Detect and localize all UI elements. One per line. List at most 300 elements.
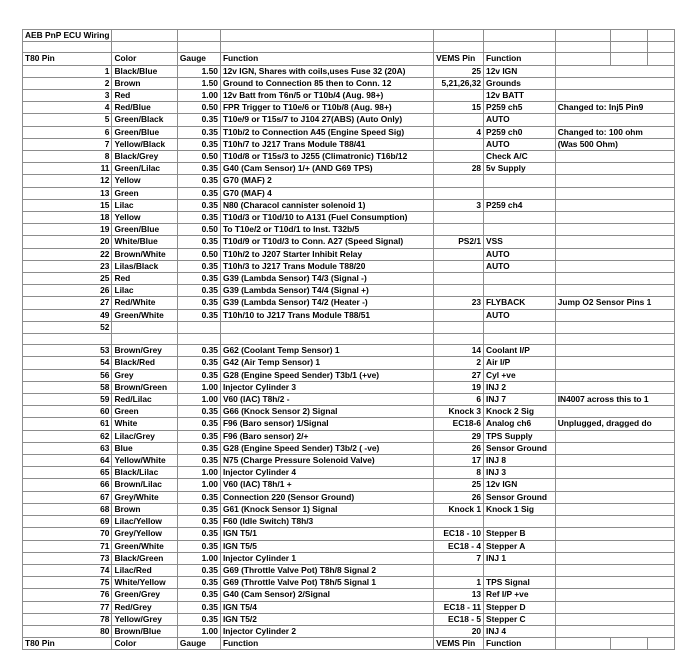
function-cell[interactable]: G39 (Lambda Sensor) T4/2 (Heater -) [220,297,433,309]
vems-pin-cell[interactable]: 8 [434,467,484,479]
gauge-cell[interactable]: 0.35 [177,357,220,369]
vems-pin-cell[interactable]: 17 [434,455,484,467]
function-cell[interactable]: Ground to Connection 85 then to Conn. 12 [220,77,433,89]
function-cell[interactable]: Connection 220 (Sensor Ground) [220,491,433,503]
vems-function-cell[interactable] [484,516,556,528]
note-cell[interactable] [555,577,674,589]
note-cell[interactable] [555,236,674,248]
function-cell[interactable]: G40 (Cam Sensor) 1/+ (AND G69 TPS) [220,163,433,175]
vems-pin-cell[interactable]: 4 [434,126,484,138]
gauge-cell[interactable]: 0.35 [177,260,220,272]
vems-pin-cell[interactable]: Knock 3 [434,406,484,418]
function-cell[interactable]: F60 (Idle Switch) T8h/3 [220,516,433,528]
function-cell[interactable]: Injector Cylinder 4 [220,467,433,479]
vems-function-cell[interactable] [484,334,556,345]
empty-cell[interactable] [555,42,610,53]
header-t80-pin[interactable]: T80 Pin [23,638,112,650]
pin-cell[interactable]: 3 [23,90,112,102]
vems-function-cell[interactable]: Sensor Ground [484,491,556,503]
vems-function-cell[interactable]: TPS Supply [484,430,556,442]
vems-function-cell[interactable]: AUTO [484,114,556,126]
vems-function-cell[interactable]: 12v IGN [484,479,556,491]
note-cell[interactable] [555,503,674,515]
pin-cell[interactable]: 59 [23,394,112,406]
gauge-cell[interactable]: 0.35 [177,369,220,381]
note-cell[interactable]: IN4007 across this to 1 [555,394,674,406]
gauge-cell[interactable]: 0.35 [177,212,220,224]
gauge-cell[interactable]: 0.35 [177,516,220,528]
function-cell[interactable]: IGN T5/1 [220,528,433,540]
color-cell[interactable]: Lilac [112,285,177,297]
note-cell[interactable] [555,345,674,357]
empty-cell[interactable] [220,30,433,42]
vems-pin-cell[interactable]: 23 [434,297,484,309]
color-cell[interactable]: Lilac/Grey [112,430,177,442]
gauge-cell[interactable]: 0.35 [177,503,220,515]
function-cell[interactable]: T10b/2 to Connection A45 (Engine Speed Sig) [220,126,433,138]
gauge-cell[interactable]: 0.35 [177,601,220,613]
function-cell[interactable]: T10e/9 or T15s/7 to J104 27(ABS) (Auto Only) [220,114,433,126]
pin-cell[interactable]: 74 [23,564,112,576]
empty-cell[interactable] [648,42,675,53]
vems-pin-cell[interactable] [434,321,484,333]
vems-function-cell[interactable]: INJ 1 [484,552,556,564]
empty-cell[interactable] [23,42,112,53]
note-cell[interactable] [555,212,674,224]
note-cell[interactable] [555,90,674,102]
note-cell[interactable] [555,175,674,187]
vems-pin-cell[interactable]: 7 [434,552,484,564]
vems-pin-cell[interactable]: EC18 - 10 [434,528,484,540]
pin-cell[interactable]: 65 [23,467,112,479]
gauge-cell[interactable]: 0.35 [177,589,220,601]
function-cell[interactable]: T10h/7 to J217 Trans Module T88/41 [220,138,433,150]
gauge-cell[interactable]: 1.00 [177,625,220,637]
vems-pin-cell[interactable] [434,114,484,126]
color-cell[interactable]: Yellow/White [112,455,177,467]
color-cell[interactable] [112,334,177,345]
empty-cell[interactable] [555,638,610,650]
note-cell[interactable] [555,65,674,77]
vems-function-cell[interactable]: FLYBACK [484,297,556,309]
vems-pin-cell[interactable]: 14 [434,345,484,357]
gauge-cell[interactable]: 0.35 [177,273,220,285]
header-t80-pin[interactable]: T80 Pin [23,53,112,65]
pin-cell[interactable]: 5 [23,114,112,126]
note-cell[interactable]: (Was 500 Ohm) [555,138,674,150]
vems-pin-cell[interactable] [434,260,484,272]
function-cell[interactable]: G69 (Throttle Valve Pot) T8h/8 Signal 2 [220,564,433,576]
gauge-cell[interactable]: 0.35 [177,163,220,175]
gauge-cell[interactable]: 0.35 [177,309,220,321]
function-cell[interactable]: IGN T5/4 [220,601,433,613]
pin-cell[interactable]: 66 [23,479,112,491]
pin-cell[interactable]: 77 [23,601,112,613]
vems-pin-cell[interactable]: EC18 - 4 [434,540,484,552]
gauge-cell[interactable]: 1.50 [177,77,220,89]
color-cell[interactable]: Yellow/Grey [112,613,177,625]
pin-cell[interactable]: 64 [23,455,112,467]
vems-function-cell[interactable]: Stepper C [484,613,556,625]
vems-pin-cell[interactable]: 5,21,26,32 [434,77,484,89]
note-cell[interactable] [555,224,674,236]
gauge-cell[interactable]: 0.35 [177,114,220,126]
gauge-cell[interactable]: 0.35 [177,418,220,430]
empty-cell[interactable] [220,42,433,53]
vems-function-cell[interactable]: INJ 3 [484,467,556,479]
pin-cell[interactable]: 22 [23,248,112,260]
function-cell[interactable]: FPR Trigger to T10e/6 or T10b/8 (Aug. 98+) [220,102,433,114]
note-cell[interactable] [555,564,674,576]
color-cell[interactable]: White/Blue [112,236,177,248]
color-cell[interactable]: Blue [112,442,177,454]
function-cell[interactable]: F96 (Baro sensor) 1/Signal [220,418,433,430]
gauge-cell[interactable]: 0.35 [177,430,220,442]
pin-cell[interactable]: 53 [23,345,112,357]
gauge-cell[interactable]: 1.00 [177,90,220,102]
vems-function-cell[interactable]: P259 ch4 [484,199,556,211]
pin-cell[interactable]: 7 [23,138,112,150]
pin-cell[interactable]: 69 [23,516,112,528]
pin-cell[interactable] [23,334,112,345]
pin-cell[interactable]: 2 [23,77,112,89]
function-cell[interactable]: T10h/10 to J217 Trans Module T88/51 [220,309,433,321]
pin-cell[interactable]: 20 [23,236,112,248]
pin-cell[interactable]: 62 [23,430,112,442]
note-cell[interactable] [555,248,674,260]
gauge-cell[interactable] [177,321,220,333]
color-cell[interactable]: Black/Lilac [112,467,177,479]
vems-pin-cell[interactable]: 27 [434,369,484,381]
vems-pin-cell[interactable] [434,516,484,528]
color-cell[interactable]: Red [112,90,177,102]
empty-cell[interactable] [434,30,484,42]
empty-cell[interactable] [434,42,484,53]
note-cell[interactable]: Changed to: 100 ohm [555,126,674,138]
note-cell[interactable] [555,601,674,613]
function-cell[interactable]: G70 (MAF) 2 [220,175,433,187]
color-cell[interactable]: Red/Lilac [112,394,177,406]
empty-cell[interactable] [112,42,177,53]
gauge-cell[interactable] [177,334,220,345]
color-cell[interactable]: Lilac/Yellow [112,516,177,528]
gauge-cell[interactable]: 0.35 [177,613,220,625]
header-gauge[interactable]: Gauge [177,638,220,650]
color-cell[interactable]: White/Yellow [112,577,177,589]
note-cell[interactable] [555,77,674,89]
vems-pin-cell[interactable]: EC18-6 [434,418,484,430]
pin-cell[interactable]: 13 [23,187,112,199]
vems-pin-cell[interactable] [434,334,484,345]
gauge-cell[interactable]: 0.35 [177,187,220,199]
note-cell[interactable] [555,321,674,333]
pin-cell[interactable]: 71 [23,540,112,552]
vems-pin-cell[interactable] [434,564,484,576]
gauge-cell[interactable]: 0.50 [177,102,220,114]
function-cell[interactable]: T10d/9 or T10d/3 to Conn. A27 (Speed Signal) [220,236,433,248]
vems-function-cell[interactable]: P259 ch0 [484,126,556,138]
function-cell[interactable]: N80 (Characol cannister solenoid 1) [220,199,433,211]
color-cell[interactable]: Brown/Lilac [112,479,177,491]
pin-cell[interactable]: 11 [23,163,112,175]
note-cell[interactable] [555,442,674,454]
vems-function-cell[interactable] [484,273,556,285]
note-cell[interactable] [555,430,674,442]
note-cell[interactable] [555,479,674,491]
function-cell[interactable]: T10h/2 to J207 Starter Inhibit Relay [220,248,433,260]
gauge-cell[interactable]: 0.35 [177,175,220,187]
function-cell[interactable]: G61 (Knock Sensor 1) Signal [220,503,433,515]
note-cell[interactable] [555,151,674,163]
vems-pin-cell[interactable] [434,151,484,163]
empty-cell[interactable] [648,53,675,65]
function-cell[interactable]: T10h/3 to J217 Trans Module T88/20 [220,260,433,272]
pin-cell[interactable]: 56 [23,369,112,381]
color-cell[interactable]: Green/Lilac [112,163,177,175]
vems-function-cell[interactable] [484,187,556,199]
note-cell[interactable] [555,309,674,321]
vems-pin-cell[interactable]: PS2/1 [434,236,484,248]
empty-cell[interactable] [555,53,610,65]
pin-cell[interactable]: 1 [23,65,112,77]
empty-cell[interactable] [484,30,556,42]
vems-pin-cell[interactable]: EC18 - 5 [434,613,484,625]
vems-function-cell[interactable]: 5v Supply [484,163,556,175]
empty-cell[interactable] [648,638,675,650]
function-cell[interactable]: T10d/8 or T15s/3 to J255 (Climatronic) T16b/12 [220,151,433,163]
color-cell[interactable]: Black/Grey [112,151,177,163]
color-cell[interactable]: Brown/Green [112,381,177,393]
note-cell[interactable]: Unplugged, dragged do [555,418,674,430]
function-cell[interactable]: G62 (Coolant Temp Sensor) 1 [220,345,433,357]
note-cell[interactable] [555,114,674,126]
function-cell[interactable]: Injector Cylinder 2 [220,625,433,637]
vems-pin-cell[interactable]: 26 [434,442,484,454]
gauge-cell[interactable]: 1.00 [177,381,220,393]
note-cell[interactable] [555,163,674,175]
vems-function-cell[interactable]: Sensor Ground [484,442,556,454]
function-cell[interactable]: G70 (MAF) 4 [220,187,433,199]
pin-cell[interactable]: 25 [23,273,112,285]
vems-pin-cell[interactable]: 29 [434,430,484,442]
vems-pin-cell[interactable]: 25 [434,65,484,77]
color-cell[interactable]: Grey/Yellow [112,528,177,540]
note-cell[interactable] [555,187,674,199]
function-cell[interactable]: 12v Batt from T6n/5 or T10b/4 (Aug. 98+) [220,90,433,102]
pin-cell[interactable]: 76 [23,589,112,601]
vems-pin-cell[interactable] [434,273,484,285]
color-cell[interactable]: Brown/White [112,248,177,260]
color-cell[interactable]: Red [112,273,177,285]
vems-function-cell[interactable] [484,564,556,576]
header-vems-function[interactable]: Function [484,638,556,650]
color-cell[interactable]: Green/White [112,309,177,321]
color-cell[interactable]: Green/Black [112,114,177,126]
function-cell[interactable]: T10d/3 or T10d/10 to A131 (Fuel Consumption) [220,212,433,224]
pin-cell[interactable]: 49 [23,309,112,321]
vems-function-cell[interactable]: Stepper A [484,540,556,552]
color-cell[interactable]: Green/White [112,540,177,552]
pin-cell[interactable]: 63 [23,442,112,454]
pin-cell[interactable]: 60 [23,406,112,418]
gauge-cell[interactable]: 1.00 [177,552,220,564]
vems-function-cell[interactable]: Air I/P [484,357,556,369]
note-cell[interactable] [555,516,674,528]
empty-cell[interactable] [177,30,220,42]
vems-pin-cell[interactable] [434,224,484,236]
gauge-cell[interactable]: 0.35 [177,491,220,503]
pin-cell[interactable]: 8 [23,151,112,163]
pin-cell[interactable]: 80 [23,625,112,637]
pin-cell[interactable]: 61 [23,418,112,430]
vems-function-cell[interactable]: INJ 8 [484,455,556,467]
gauge-cell[interactable]: 1.00 [177,467,220,479]
pin-cell[interactable]: 73 [23,552,112,564]
vems-function-cell[interactable]: INJ 4 [484,625,556,637]
vems-pin-cell[interactable]: 20 [434,625,484,637]
gauge-cell[interactable]: 0.35 [177,199,220,211]
vems-pin-cell[interactable] [434,212,484,224]
pin-cell[interactable]: 12 [23,175,112,187]
vems-pin-cell[interactable] [434,309,484,321]
color-cell[interactable]: Lilas/Black [112,260,177,272]
vems-function-cell[interactable]: Analog ch6 [484,418,556,430]
empty-cell[interactable] [555,30,610,42]
pin-cell[interactable]: 27 [23,297,112,309]
vems-function-cell[interactable]: TPS Signal [484,577,556,589]
pin-cell[interactable]: 58 [23,381,112,393]
note-cell[interactable] [555,199,674,211]
note-cell[interactable] [555,613,674,625]
note-cell[interactable] [555,285,674,297]
gauge-cell[interactable]: 0.35 [177,285,220,297]
color-cell[interactable]: Green [112,406,177,418]
function-cell[interactable]: 12v IGN, Shares with coils,uses Fuse 32 (20A) [220,65,433,77]
vems-function-cell[interactable]: AUTO [484,260,556,272]
note-cell[interactable] [555,528,674,540]
gauge-cell[interactable]: 0.35 [177,442,220,454]
color-cell[interactable]: Red/White [112,297,177,309]
gauge-cell[interactable]: 0.50 [177,224,220,236]
function-cell[interactable]: IGN T5/5 [220,540,433,552]
note-cell[interactable] [555,491,674,503]
header-vems-function[interactable]: Function [484,53,556,65]
header-function[interactable]: Function [220,53,433,65]
pin-cell[interactable]: 68 [23,503,112,515]
pin-cell[interactable]: 52 [23,321,112,333]
vems-function-cell[interactable]: INJ 2 [484,381,556,393]
vems-pin-cell[interactable] [434,175,484,187]
function-cell[interactable]: IGN T5/2 [220,613,433,625]
vems-function-cell[interactable]: Knock 2 Sig [484,406,556,418]
pin-cell[interactable]: 6 [23,126,112,138]
header-color[interactable]: Color [112,638,177,650]
vems-pin-cell[interactable]: 13 [434,589,484,601]
note-cell[interactable]: Jump O2 Sensor Pins 1 [555,297,674,309]
vems-pin-cell[interactable] [434,138,484,150]
function-cell[interactable]: G39 (Lambda Sensor) T4/4 (Signal +) [220,285,433,297]
note-cell[interactable] [555,467,674,479]
color-cell[interactable] [112,321,177,333]
vems-function-cell[interactable]: Knock 1 Sig [484,503,556,515]
gauge-cell[interactable]: 0.35 [177,138,220,150]
pin-cell[interactable]: 75 [23,577,112,589]
vems-pin-cell[interactable]: 3 [434,199,484,211]
vems-function-cell[interactable]: Check A/C [484,151,556,163]
vems-pin-cell[interactable]: 6 [434,394,484,406]
vems-function-cell[interactable]: Grounds [484,77,556,89]
gauge-cell[interactable]: 1.00 [177,479,220,491]
function-cell[interactable] [220,334,433,345]
function-cell[interactable]: Injector Cylinder 3 [220,381,433,393]
vems-function-cell[interactable]: 12v BATT [484,90,556,102]
color-cell[interactable]: Yellow [112,212,177,224]
pin-cell[interactable]: 23 [23,260,112,272]
color-cell[interactable]: Brown [112,77,177,89]
color-cell[interactable]: Black/Red [112,357,177,369]
function-cell[interactable]: G69 (Throttle Valve Pot) T8h/5 Signal 1 [220,577,433,589]
function-cell[interactable]: To T10e/2 or T10d/1 to Inst. T32b/5 [220,224,433,236]
vems-pin-cell[interactable]: 1 [434,577,484,589]
gauge-cell[interactable]: 0.35 [177,345,220,357]
note-cell[interactable] [555,552,674,564]
color-cell[interactable]: Green/Blue [112,126,177,138]
function-cell[interactable]: V60 (IAC) T8h/2 - [220,394,433,406]
gauge-cell[interactable]: 0.50 [177,151,220,163]
vems-function-cell[interactable]: Coolant I/P [484,345,556,357]
function-cell[interactable]: G40 (Cam Sensor) 2/Signal [220,589,433,601]
vems-function-cell[interactable]: Cyl +ve [484,369,556,381]
gauge-cell[interactable]: 0.35 [177,540,220,552]
vems-pin-cell[interactable]: Knock 1 [434,503,484,515]
note-cell[interactable] [555,540,674,552]
header-gauge[interactable]: Gauge [177,53,220,65]
color-cell[interactable]: Lilac [112,199,177,211]
function-cell[interactable]: G28 (Engine Speed Sender) T3b/1 (+ve) [220,369,433,381]
empty-cell[interactable] [611,30,648,42]
function-cell[interactable]: G39 (Lambda Sensor) T4/3 (Signal -) [220,273,433,285]
gauge-cell[interactable]: 0.35 [177,564,220,576]
note-cell[interactable] [555,406,674,418]
pin-cell[interactable]: 54 [23,357,112,369]
vems-function-cell[interactable] [484,285,556,297]
note-cell[interactable] [555,589,674,601]
vems-function-cell[interactable]: AUTO [484,309,556,321]
header-function[interactable]: Function [220,638,433,650]
color-cell[interactable]: Yellow/Black [112,138,177,150]
color-cell[interactable]: Brown [112,503,177,515]
color-cell[interactable]: Green/Grey [112,589,177,601]
vems-pin-cell[interactable]: 2 [434,357,484,369]
sheet-title[interactable]: AEB PnP ECU Wiring [23,30,112,42]
pin-cell[interactable]: 67 [23,491,112,503]
gauge-cell[interactable]: 0.35 [177,577,220,589]
vems-function-cell[interactable] [484,321,556,333]
function-cell[interactable]: V60 (IAC) T8h/1 + [220,479,433,491]
empty-cell[interactable] [611,53,648,65]
gauge-cell[interactable]: 1.50 [177,65,220,77]
vems-pin-cell[interactable]: 15 [434,102,484,114]
color-cell[interactable]: Brown/Blue [112,625,177,637]
vems-function-cell[interactable]: Stepper D [484,601,556,613]
empty-cell[interactable] [177,42,220,53]
vems-function-cell[interactable]: P259 ch5 [484,102,556,114]
pin-cell[interactable]: 19 [23,224,112,236]
gauge-cell[interactable]: 0.35 [177,406,220,418]
vems-pin-cell[interactable] [434,187,484,199]
note-cell[interactable] [555,625,674,637]
note-cell[interactable] [555,455,674,467]
